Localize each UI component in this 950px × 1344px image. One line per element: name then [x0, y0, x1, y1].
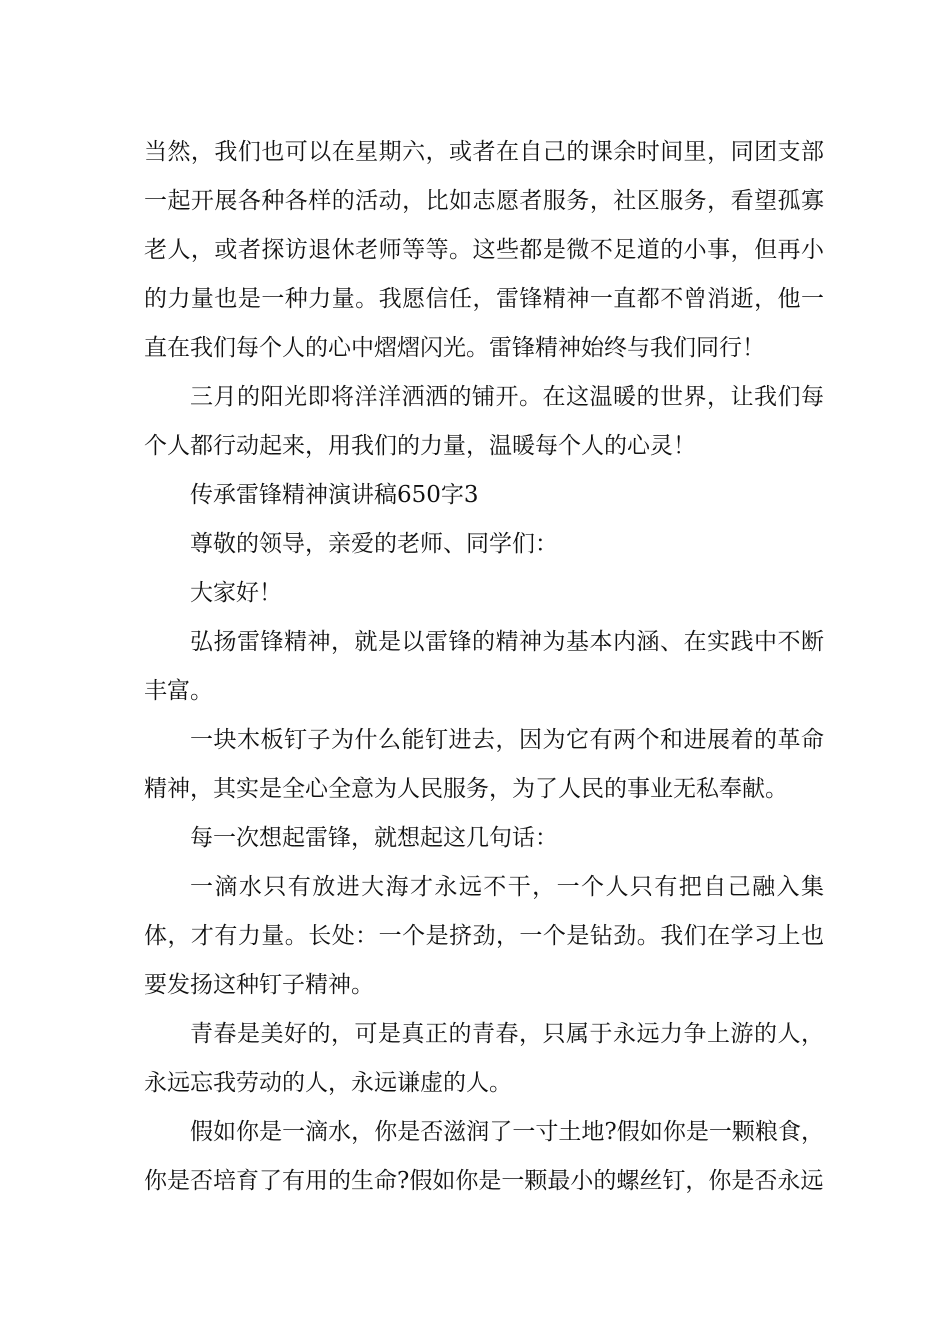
- paragraph: 一块木板钉子为什么能钉进去，因为它有两个和进展着的革命精神，其实是全心全意为人民服务，为了人民的事业无私奉献。: [144, 727, 824, 802]
- paragraph: 青春是美好的，可是真正的青春，只属于永远力争上游的人，永远忘我劳动的人，永远谦虚的人。: [144, 1021, 824, 1096]
- paragraph-continuation: 当然，我们也可以在星期六，或者在自己的课余时间里，同团支部一起开展各种各样的活动，比如志愿者服务，社区服务，看望孤寡老人，或者探访退休老师等等。这些都是微不足道的小事，但再小的力量也是一种力量。我愿信任，雷锋精神一直都不曾消逝，他一直在我们每个人的心中熠熠闪光。雷锋精神始终与我们同行！: [144, 139, 824, 361]
- greeting: 大家好！: [190, 580, 282, 606]
- paragraph: 每一次想起雷锋，就想起这几句话：: [190, 825, 558, 851]
- paragraph: 弘扬雷锋精神，就是以雷锋的精神为基本内涵、在实践中不断丰富。: [144, 629, 824, 704]
- paragraph: 三月的阳光即将洋洋洒洒的铺开。在这温暖的世界，让我们每个人都行动起来，用我们的力量，温暖每个人的心灵！: [144, 384, 824, 459]
- document-body: [144, 128, 824, 1206]
- paragraph: 一滴水只有放进大海才永远不干，一个人只有把自己融入集体，才有力量。长处：一个是挤劲，一个是钻劲。我们在学习上也要发扬这种钉子精神。: [144, 874, 824, 998]
- salutation: 尊敬的领导，亲爱的老师、同学们：: [190, 531, 558, 557]
- paragraph: 假如你是一滴水，你是否滋润了一寸土地?假如你是一颗粮食，你是否培育了有用的生命?假如你是一颗最小的螺丝钉，你是否永远: [144, 1119, 824, 1194]
- section-heading: 传承雷锋精神演讲稿650字3: [190, 482, 479, 508]
